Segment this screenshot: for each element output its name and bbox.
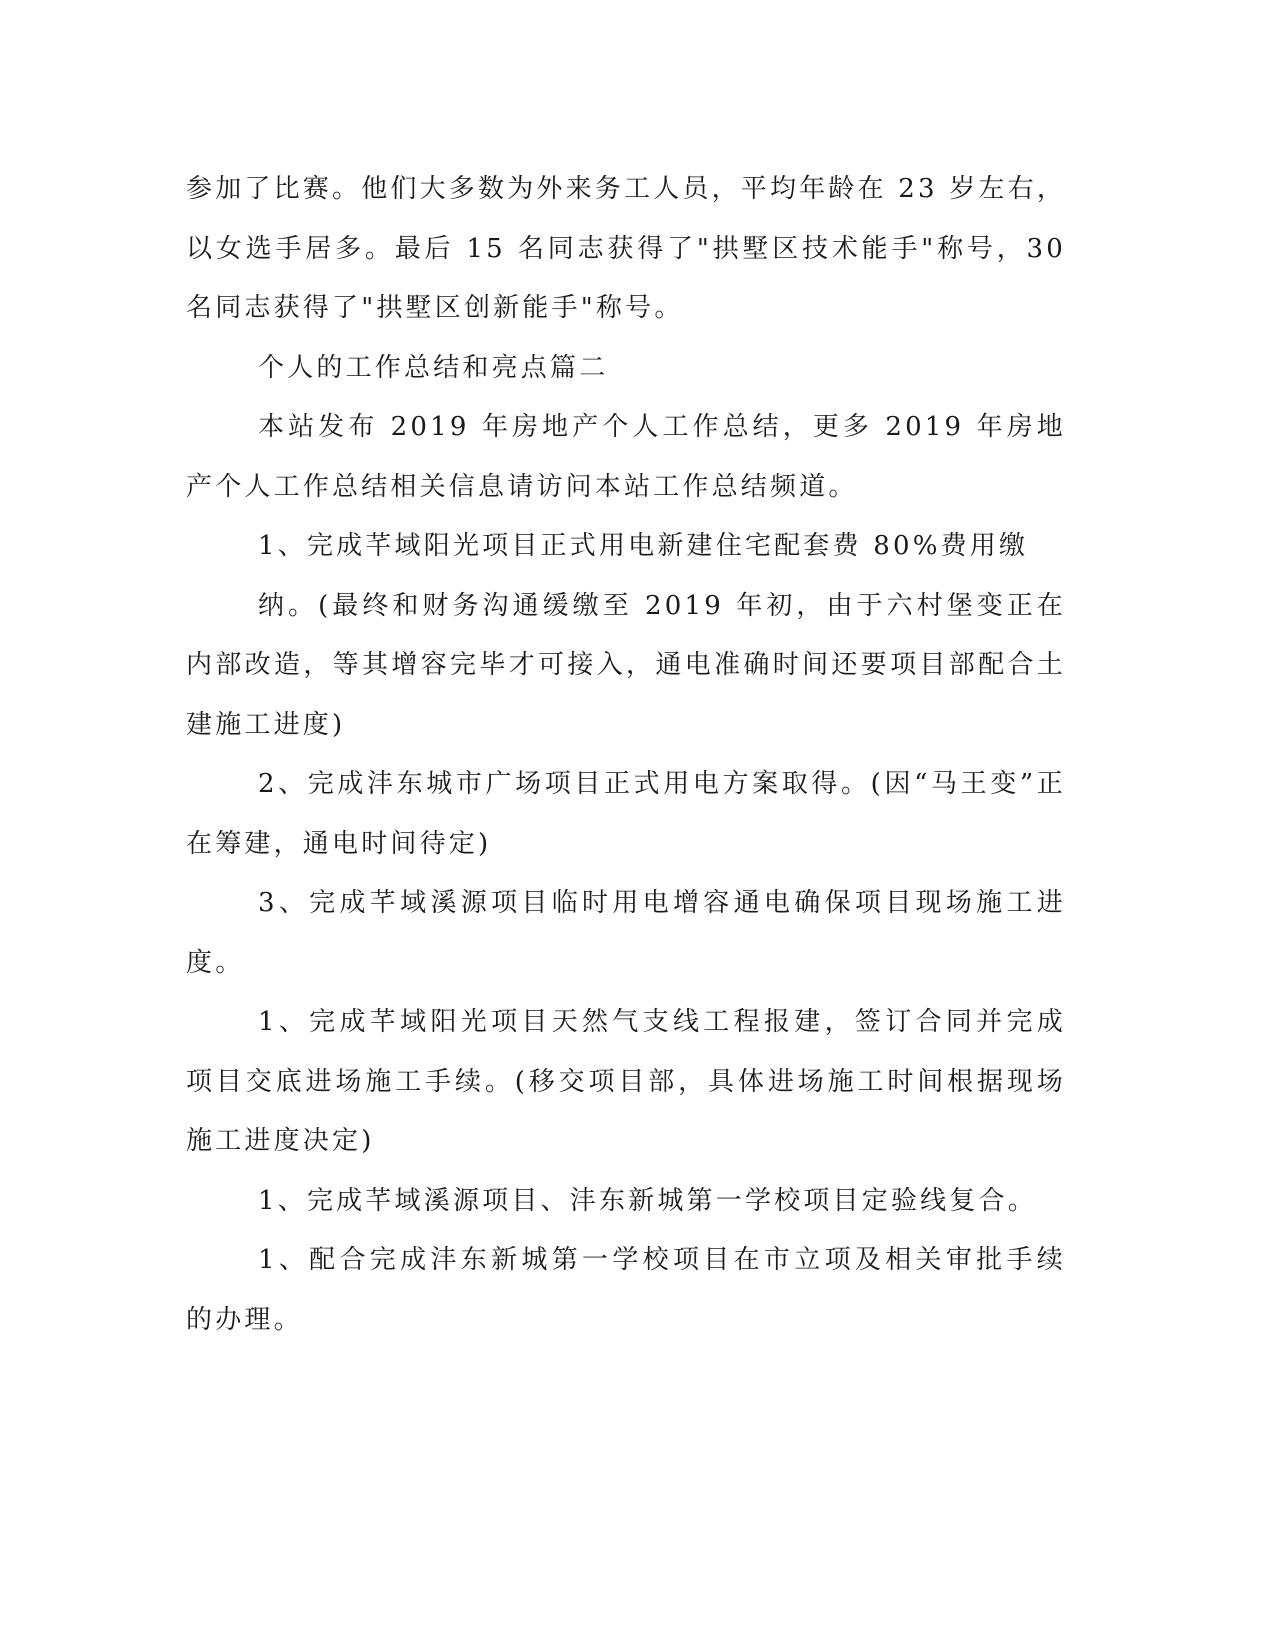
list-item: 3、完成芊域溪源项目临时用电增容通电确保项目现场施工进度。 (186, 888, 1066, 978)
paragraph: 纳。(最终和财务沟通缓缴至 2019 年初，由于六村堡变正在内部改造，等其增容完毕才可接入，通电准确时间还要项目部配合土建施工进度) (186, 590, 1066, 740)
paragraph: 本站发布 2019 年房地产个人工作总结，更多 2019 年房地产个人工作总结相关信息请访问本站工作总结频道。 (186, 412, 1066, 502)
list-item: 2、完成沣东城市广场项目正式用电方案取得。(因“马王变”正在筹建，通电时间待定) (186, 769, 1066, 859)
document-body (186, 160, 1066, 1350)
list-item: 1、完成芊域溪源项目、沣东新城第一学校项目定验线复合。 (258, 1185, 1037, 1216)
section-heading: 个人的工作总结和亮点篇二 (258, 352, 609, 383)
list-item: 1、配合完成沣东新城第一学校项目在市立项及相关审批手续的办理。 (186, 1245, 1066, 1335)
paragraph: 参加了比赛。他们大多数为外来务工人员，平均年龄在 23 岁左右，以女选手居多。最后 15 名同志获得了"拱墅区技术能手"称号，30 名同志获得了"拱墅区创新能手"称号。 (186, 174, 1067, 323)
list-item: 1、完成芊域阳光项目正式用电新建住宅配套费 80%费用缴 (258, 531, 1029, 561)
list-item: 1、完成芊域阳光项目天然气支线工程报建，签订合同并完成项目交底进场施工手续。(移交项目部，具体进场施工时间根据现场施工进度决定) (186, 1007, 1066, 1156)
